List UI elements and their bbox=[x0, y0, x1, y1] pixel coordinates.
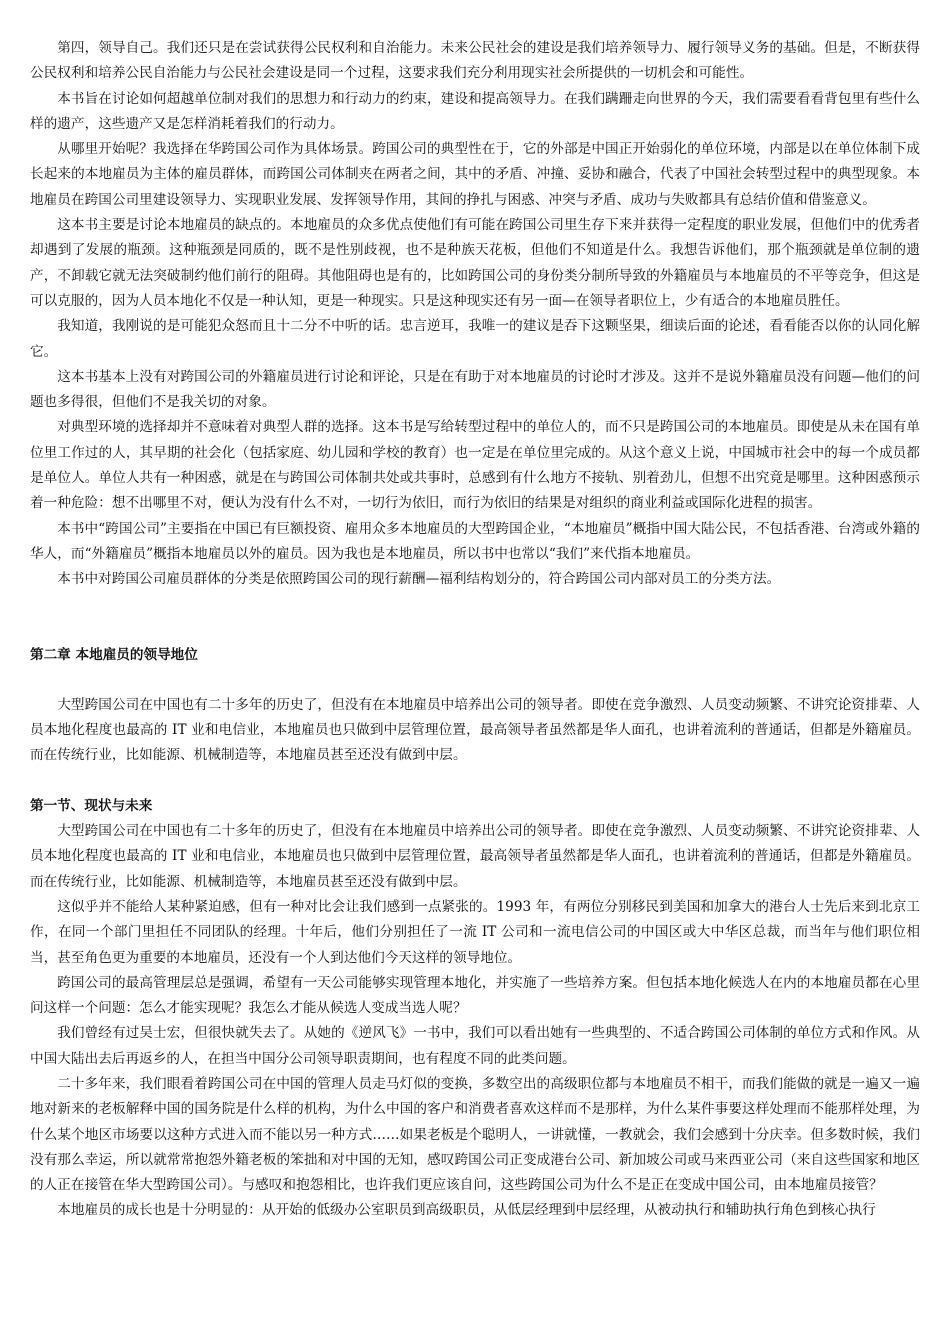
preface-section bbox=[30, 36, 920, 593]
body-paragraph: 本书中对跨国公司雇员群体的分类是依照跨国公司的现行薪酬—福利结构划分的，符合跨国公司内部对员工的分类方法。 bbox=[57, 571, 781, 588]
body-paragraph: 本地雇员的成长也是十分明显的：从开始的低级办公室职员到高级职员，从低层经理到中层经理，从被动执行和辅助执行角色到核心执行 bbox=[57, 1202, 876, 1219]
section-body bbox=[30, 819, 920, 1224]
chapter-title: 第二章 本地雇员的领导地位 bbox=[30, 646, 198, 663]
body-paragraph: 对典型环境的选择却并不意味着对典型人群的选择。这本书是写给转型过程中的单位人的，而不只是跨国公司的本地雇员。即使是从未在国有单位里工作过的人，其早期的社会化（包括家庭、幼儿园和学校的教育）也一定是在单位里完成的。从这个意义上说，中国城市社会中的每一个成员都是单位人。单位人共有一种困惑，就是在与跨国公司体制共处或共事时，总感到有什么地方不接轨、别着劲儿，但想不出究竟是哪里。这种困惑预示着一种危险：想不出哪里不对，便认为没有什么不对，一切行为依旧，而行为依旧的结果是对组织的商业利益或国际化进程的损害。 bbox=[30, 419, 920, 512]
body-paragraph: 本书旨在讨论如何超越单位制对我们的思想力和行动力的约束，建设和提高领导力。在我们蹒跚走向世界的今天，我们需要看看背包里有些什么样的遗产，这些遗产又是怎样消耗着我们的行动力。 bbox=[30, 90, 920, 132]
body-paragraph: 本书中“跨国公司”主要指在中国已有巨额投资、雇用众多本地雇员的大型跨国企业，“本地雇员”概指中国大陆公民，不包括香港、台湾或外籍的华人，而“外籍雇员”概指本地雇员以外的雇员。因为我也是本地雇员，所以书中也常以“我们”来代指本地雇员。 bbox=[30, 520, 920, 562]
body-paragraph: 跨国公司的最高管理层总是强调，希望有一天公司能够实现管理本地化，并实施了一些培养方案。但包括本地化候选人在内的本地雇员都在心里问这样一个问题：怎么才能实现呢？我怎么才能从候选人变成当选人呢？ bbox=[30, 974, 920, 1017]
section-title: 第一节、现状与未来 bbox=[30, 797, 153, 814]
body-paragraph: 大型跨国公司在中国也有二十多年的历史了，但没有在本地雇员中培养出公司的领导者。即使在竞争激烈、人员变动频繁、不讲究论资排辈、人员本地化程度也最高的 IT 业和电信业，本地雇员也只做到中层管理位置，最高领导者虽然都是华人面孔，也讲着流利的普通话，但都是外籍雇员。而在传统行业，比如能源、机械制造等，本地雇员甚至还没有做到中层。 bbox=[30, 823, 920, 890]
body-paragraph: 第四，领导自己。我们还只是在尝试获得公民权利和自治能力。未来公民社会的建设是我们培养领导力、履行领导义务的基础。但是，不断获得公民权利和培养公民自治能力与公民社会建设是同一个过程，这要求我们充分利用现实社会所提供的一切机会和可能性。 bbox=[30, 40, 920, 82]
spacer bbox=[30, 668, 920, 693]
chapter-intro-paragraph: 大型跨国公司在中国也有二十多年的历史了，但没有在本地雇员中培养出公司的领导者。即使在竞争激烈、人员变动频繁、不讲究论资排辈、人员本地化程度也最高的 IT 业和电信业，本地雇员也只做到中层管理位置，最高领导者虽然都是华人面孔，也讲着流利的普通话，但都是外籍雇员。而在传统行业，比如能源、机械制造等，本地雇员甚至还没有做到中层。 bbox=[30, 696, 920, 764]
body-paragraph: 这本书基本上没有对跨国公司的外籍雇员进行讨论和评论，只是在有助于对本地雇员的讨论时才涉及。这并不是说外籍雇员没有问题—他们的问题也多得很，但他们不是我关切的对象。 bbox=[30, 368, 920, 411]
spacer bbox=[30, 593, 920, 643]
body-paragraph: 这似乎并不能给人某种紧迫感，但有一种对比会让我们感到一点紧张的。1993 年，有两位分别移民到美国和加拿大的港台人士先后来到北京工作，在同一个部门里担任不同团队的经理。十年后，他们分别担任了一流 IT 公司和一流电信公司的中国区或大中华区总裁，而当年与他们职位相当，甚至角色更为重要的本地雇员，还没有一个人到达他们今天这样的领导地位。 bbox=[30, 898, 920, 966]
body-paragraph: 这本书主要是讨论本地雇员的缺点的。本地雇员的众多优点使他们有可能在跨国公司里生存下来并获得一定程度的职业发展，但他们中的优秀者却遇到了发展的瓶颈。这种瓶颈是同质的，既不是性别歧视，也不是种族天花板，但他们不知道是什么。我想告诉他们，那个瓶颈就是单位制的遗产，不卸载它就无法突破制约他们前行的阻碍。其他阻碍也是有的，比如跨国公司的身份类分制所导致的外籍雇员与本地雇员的不平等竞争，但这是可以克服的，因为人员本地化不仅是一种认知，更是一种现实。只是这种现实还有另一面—在领导者职位上，少有适合的本地雇员胜任。 bbox=[30, 217, 920, 309]
body-paragraph: 从哪里开始呢？我选择在华跨国公司作为具体场景。跨国公司的典型性在于，它的外部是中国正开始弱化的单位环境，内部是以在单位体制下成长起来的本地雇员为主体的雇员群体，而跨国公司体制夹在两者之间，其中的矛盾、冲撞、妥协和融合，代表了中国社会转型过程中的典型现象。本地雇员在跨国公司里建设领导力、实现职业发展、发挥领导作用，其间的挣扎与困惑、冲突与矛盾、成功与失败都具有总结价值和借鉴意义。 bbox=[30, 141, 920, 208]
body-paragraph: 二十多年来，我们眼看着跨国公司在中国的管理人员走马灯似的变换，多数空出的高级职位都与本地雇员不相干，而我们能做的就是一遍又一遍地对新来的老板解释中国的国务院是什么样的机构，为什么中国的客户和消费者喜欢这样而不是那样，为什么某件事要这样处理而不能那样处理，为什么某个地区市场要以这种方式进入而不能以另一种方式……如果老板是个聪明人，一讲就懂，一教就会，我们会感到十分庆幸。但多数时候，我们没有那么幸运，所以就常常抱怨外籍老板的笨拙和对中国的无知，感叹跨国公司正变成港台公司、新加坡公司或马来西亚公司（来自这些国家和地区的人正在接管在华大型跨国公司）。与感叹和抱怨相比，也许我们更应该自问，这些跨国公司为什么不是正在变成中国公司，由本地雇员接管？ bbox=[30, 1075, 920, 1194]
spacer bbox=[30, 769, 920, 794]
body-paragraph: 我知道，我刚说的是可能犯众怒而且十二分不中听的话。忠言逆耳，我唯一的建议是吞下这颗坚果，细读后面的论述，看看能否以你的认同化解它。 bbox=[30, 318, 920, 360]
document-page bbox=[30, 36, 920, 1224]
body-paragraph: 我们曾经有过吴士宏，但很快就失去了。从她的《逆风飞》一书中，我们可以看出她有一些典型的、不适合跨国公司体制的单位方式和作风。从中国大陆出去后再返乡的人，在担当中国分公司领导职责期间，也有程度不同的此类问题。 bbox=[30, 1025, 920, 1067]
